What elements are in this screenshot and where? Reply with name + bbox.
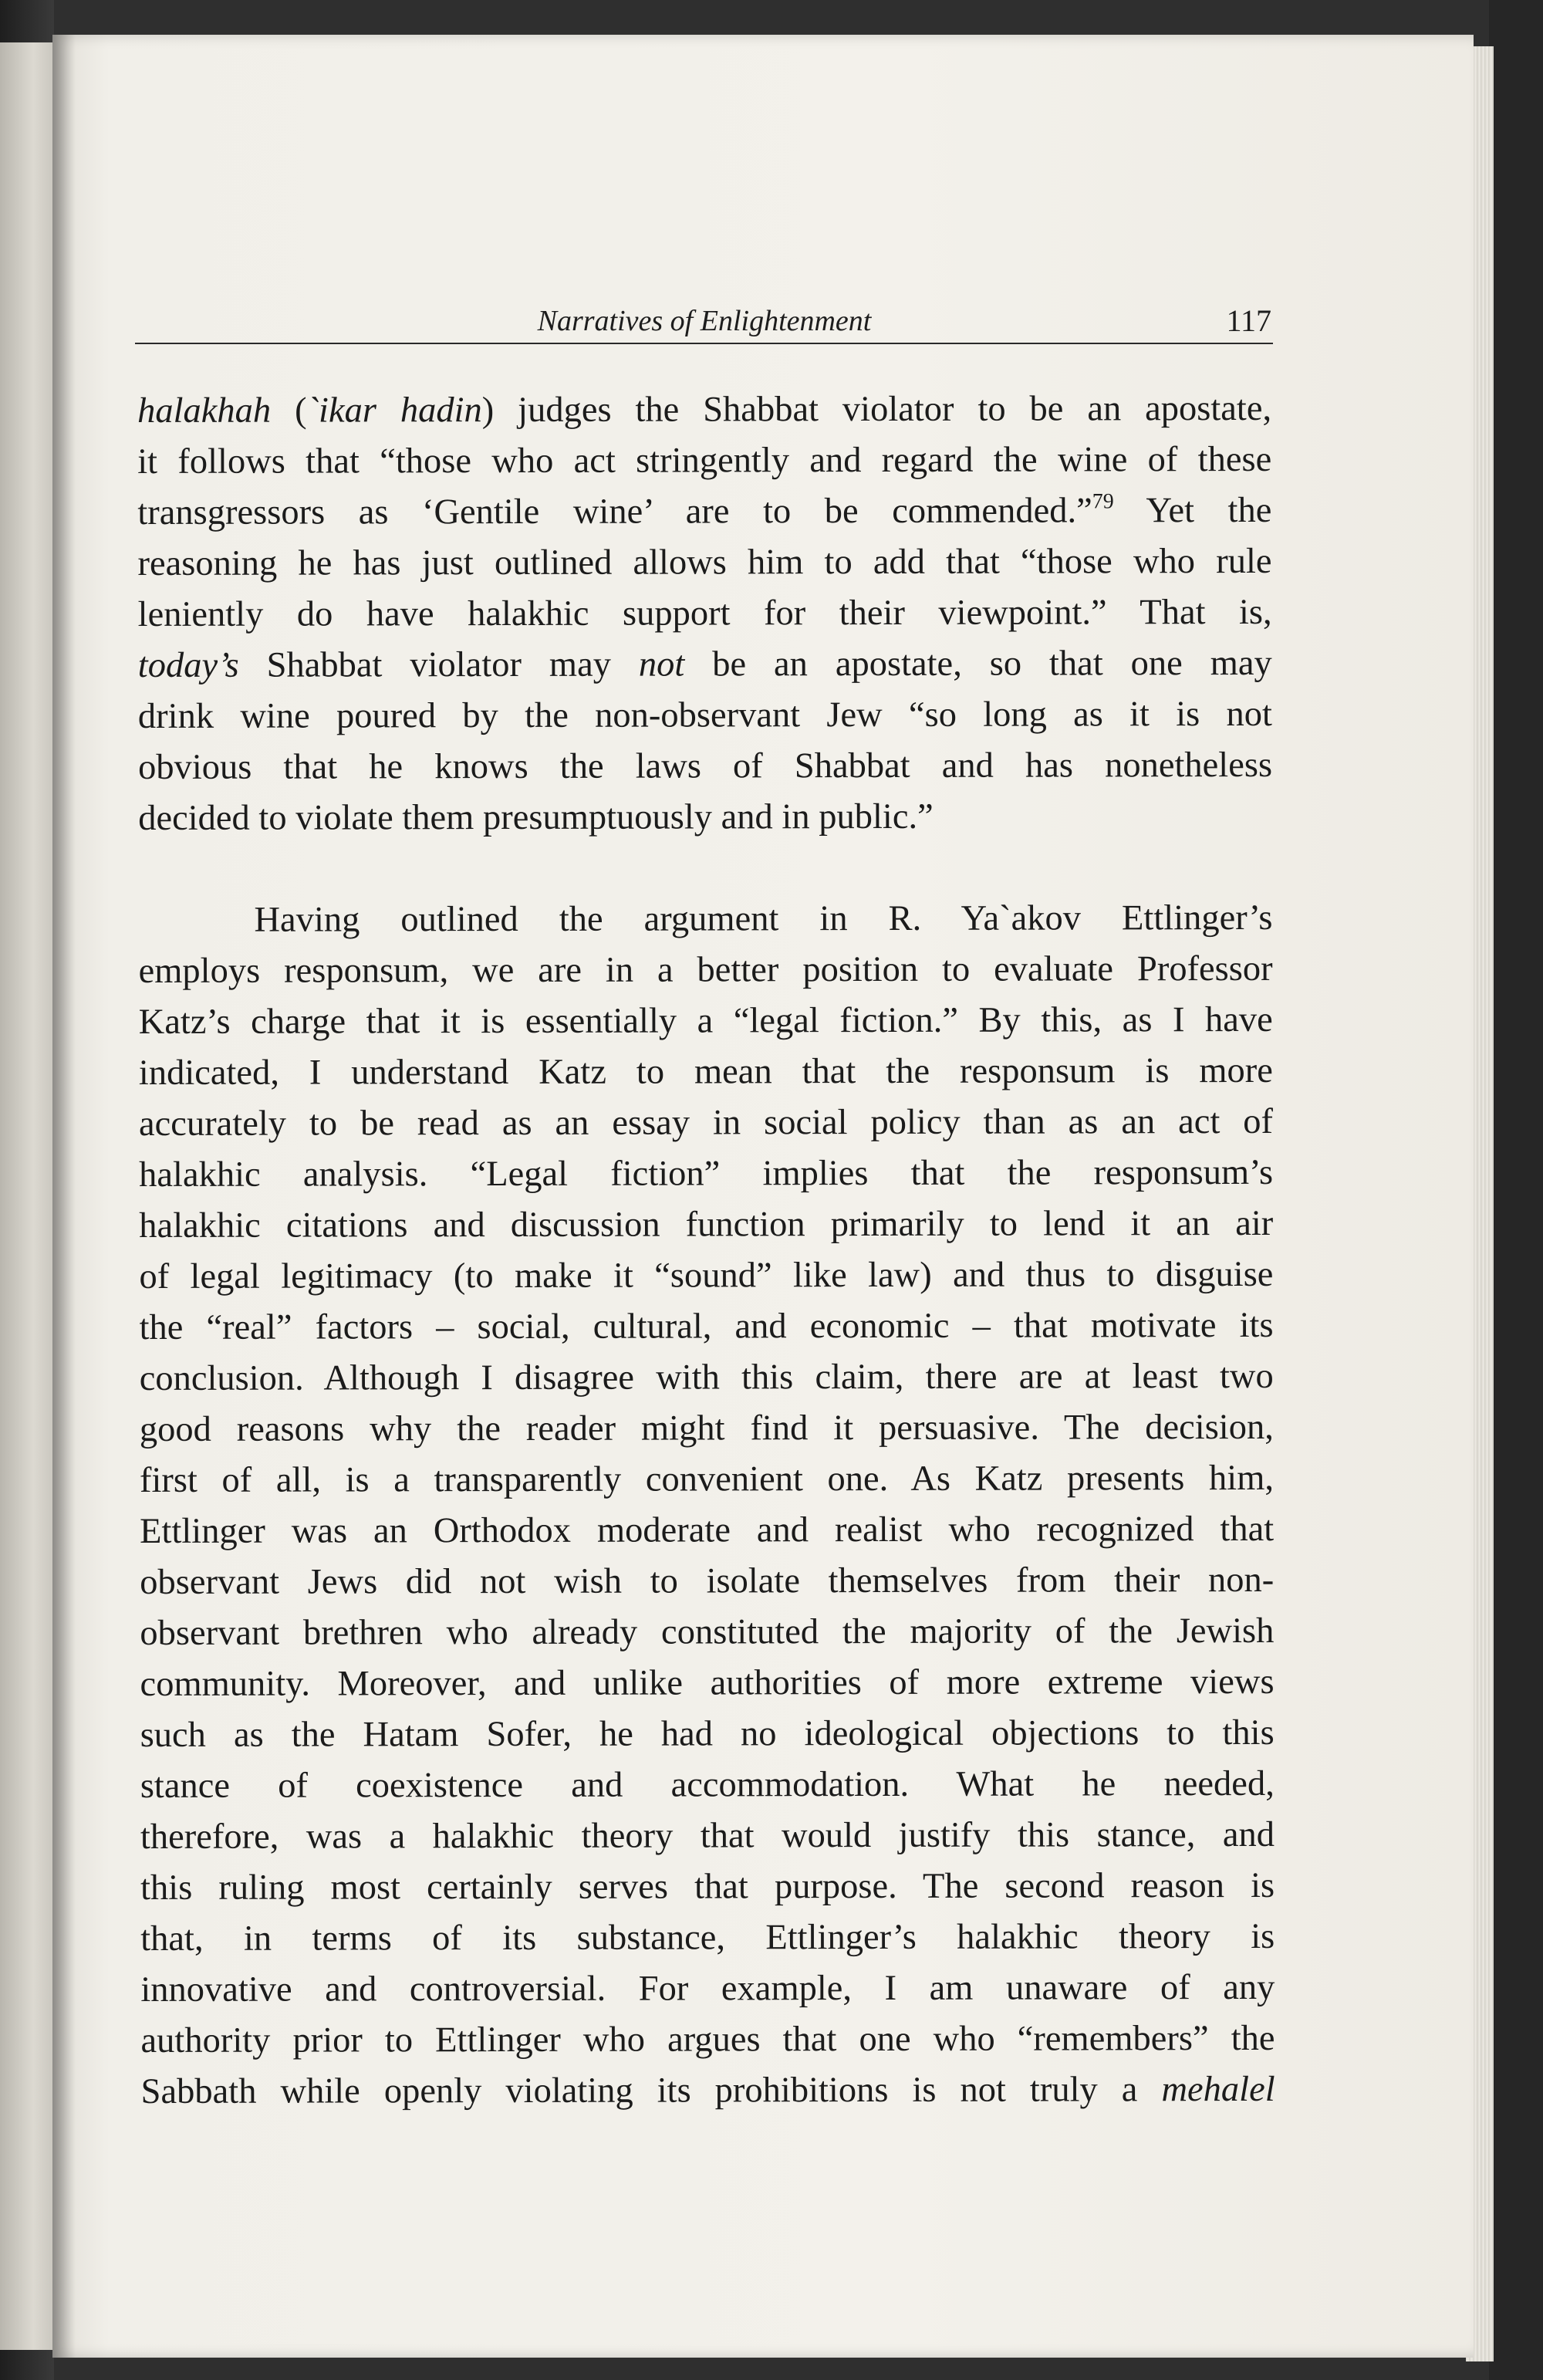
text-line: this ruling most certainly serves that purpose. The second reason is	[140, 1865, 1275, 1908]
text-line: obvious that he knows the laws of Shabbat and has nonetheless	[137, 745, 1273, 787]
text-line: Katz’s charge that it is essentially a “legal fiction.” By this, as I have	[138, 999, 1273, 1042]
text-line: drink wine poured by the non-observant Jew “so long as it is not	[137, 694, 1272, 736]
text-run: Sabbath while openly violating its prohibitions is not truly a	[140, 2070, 1162, 2111]
text-run: Shabbat violator may	[238, 644, 639, 685]
text-line: innovative and controversial. For example, I am unaware of any	[140, 1967, 1275, 2010]
text-line: halakhic analysis. “Legal fiction” implies that the responsum’s	[139, 1152, 1274, 1195]
italic-term: halakhah	[137, 390, 272, 431]
text-run: transgressors as ‘Gentile wine’ are to be commended.”	[137, 491, 1092, 532]
body-text	[137, 384, 1275, 2118]
running-header-title: Narratives of Enlightenment	[537, 305, 872, 337]
text-line: decided to violate them presumptuously and in public.”	[138, 796, 934, 838]
scanner-background-right	[1489, 0, 1543, 2380]
text-line: authority prior to Ettlinger who argues that one who “remembers” the	[140, 2018, 1275, 2061]
text-line: the “real” factors – social, cultural, and economic – that motivate its	[139, 1305, 1274, 1347]
paragraph-1	[137, 384, 1272, 844]
text-line: community. Moreover, and unlike authorities of more extreme views	[140, 1662, 1275, 1704]
text-line: that, in terms of its substance, Ettlinger’s halakhic theory is	[140, 1916, 1275, 1959]
text-line: leniently do have halakhic support for their viewpoint.” That is,	[137, 592, 1272, 634]
text-line: stance of coexistence and accommodation. What he needed,	[140, 1763, 1275, 1806]
italic-term: not	[638, 644, 685, 685]
text-run: ) judges the Shabbat violator to be an apostate,	[481, 388, 1272, 431]
italic-term: mehalel	[1161, 2069, 1275, 2110]
text-run: Yet the	[1113, 490, 1272, 531]
footnote-marker: 79	[1092, 489, 1114, 514]
text-line: employs responsum, we are in a better position to evaluate Professor	[138, 948, 1273, 991]
text-run: (	[271, 390, 307, 431]
running-header	[137, 303, 1271, 344]
text-run: be an apostate, so that one may	[684, 643, 1272, 685]
text-line: accurately to be read as an essay in social policy than as an act of	[138, 1101, 1274, 1144]
text-line: conclusion. Although I disagree with this claim, there are at least two	[139, 1356, 1274, 1398]
text-line: first of all, is a transparently convenient one. As Katz presents him,	[139, 1458, 1275, 1500]
paragraph-2	[138, 893, 1275, 2118]
text-line: observant Jews did not wish to isolate themselves from their non-	[140, 1560, 1275, 1602]
text-line	[141, 2064, 1275, 2118]
header-rule	[135, 343, 1273, 344]
text-line: Ettlinger was an Orthodox moderate and realist who recognized that	[140, 1509, 1275, 1551]
text-line	[138, 638, 1272, 691]
text-line: such as the Hatam Sofer, he had no ideological objections to this	[140, 1712, 1275, 1755]
text-line: of legal legitimacy (to make it “sound” like law) and thus to disguise	[139, 1254, 1274, 1296]
page-number: 117	[1226, 303, 1271, 338]
text-line: indicated, I understand Katz to mean that the responsum is more	[138, 1050, 1273, 1093]
italic-term: today’s	[137, 645, 239, 685]
text-line: reasoning he has just outlined allows him to add that “those who rule	[137, 541, 1272, 583]
text-line: it follows that “those who act stringently and regard the wine of these	[137, 439, 1272, 482]
text-line	[137, 485, 1271, 539]
text-line: Having outlined the argument in R. Ya`akov Ettlinger’s	[254, 898, 1273, 940]
italic-term: `ikar hadin	[306, 390, 482, 431]
previous-page-edge	[0, 42, 56, 2350]
text-line: observant brethren who already constituted the majority of the Jewish	[140, 1611, 1275, 1653]
text-line: good reasons why the reader might find it persuasive. The decision,	[139, 1407, 1274, 1449]
gutter-shadow	[52, 35, 76, 2358]
text-line	[137, 384, 1271, 437]
text-line: halakhic citations and discussion function primarily to lend it an air	[139, 1203, 1274, 1246]
text-line: therefore, was a halakhic theory that would justify this stance, and	[140, 1814, 1275, 1857]
